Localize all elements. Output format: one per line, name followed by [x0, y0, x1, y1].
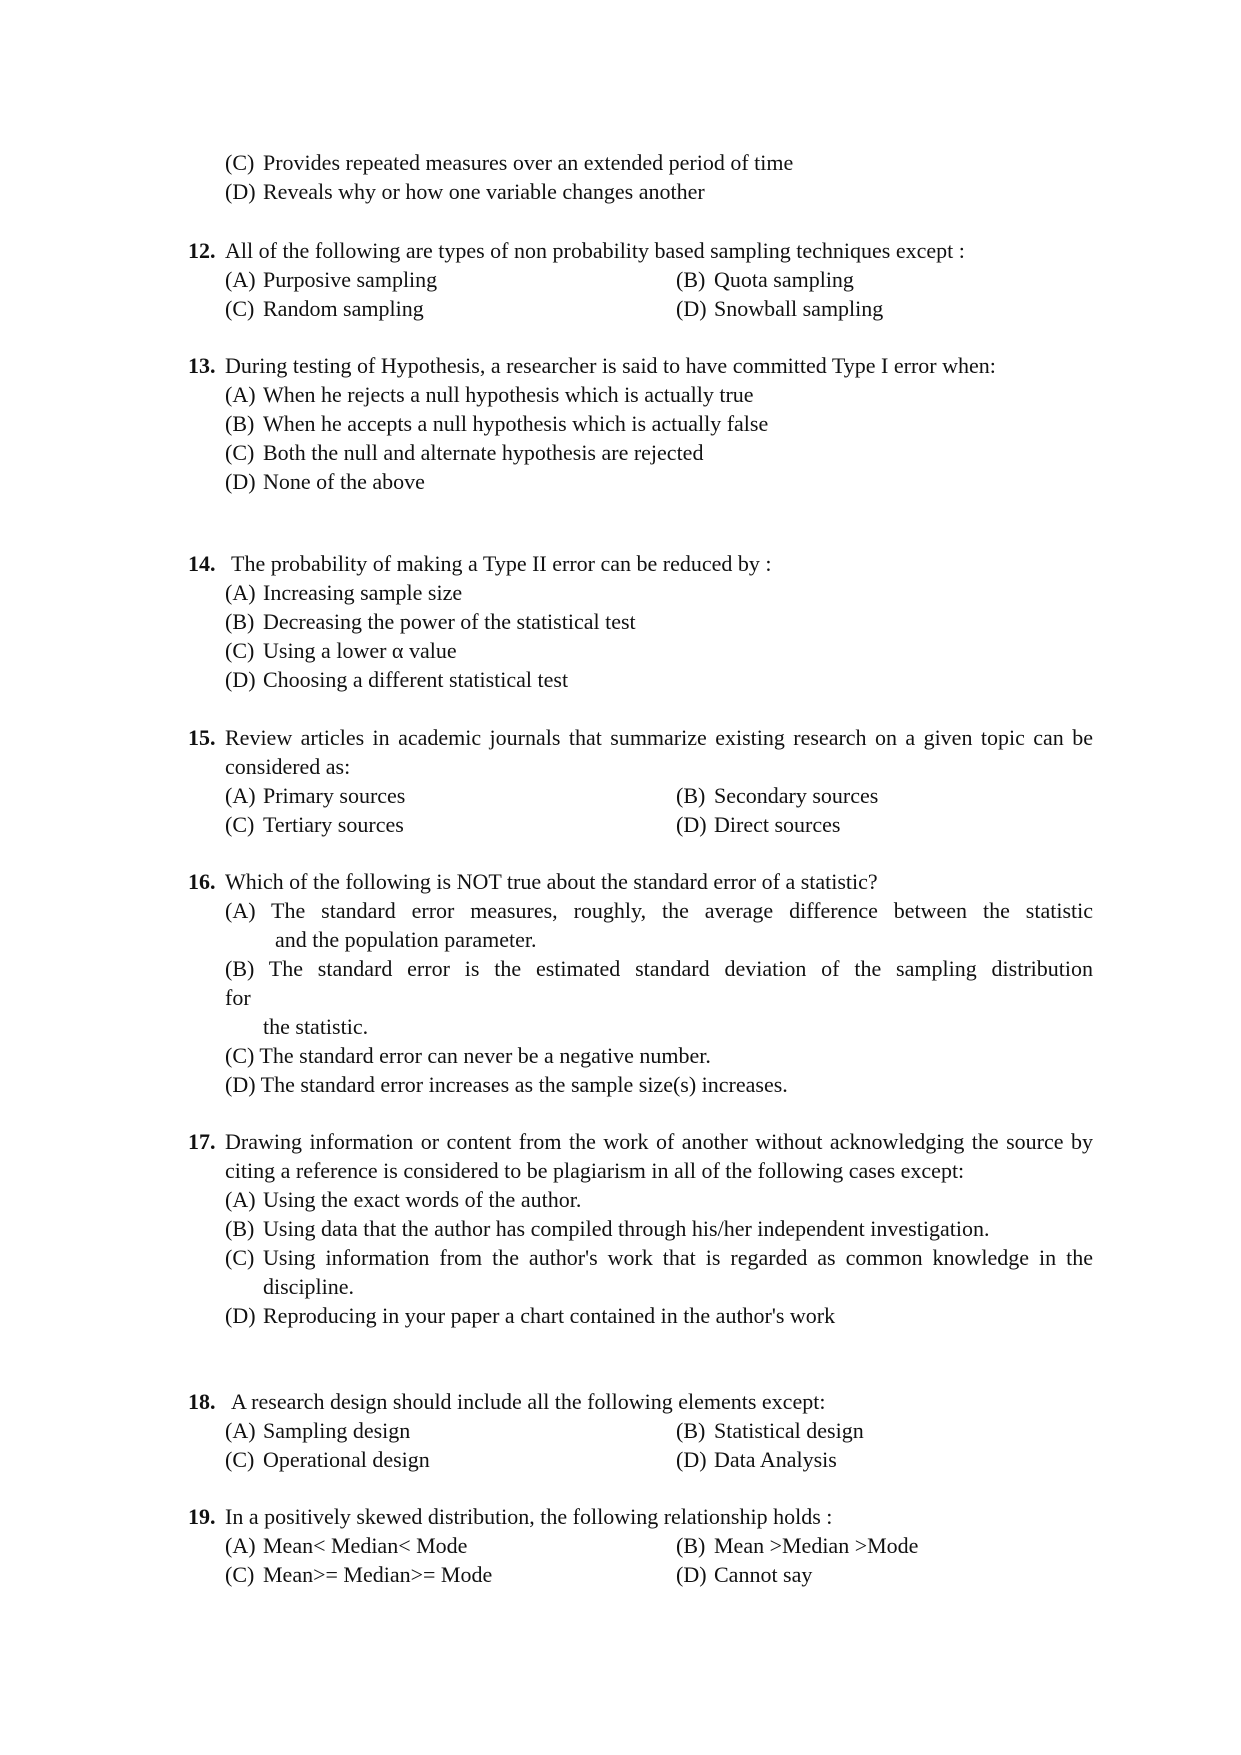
option-d: [225, 1301, 1093, 1330]
option-letter: (B): [676, 267, 706, 292]
option-letter: (D): [676, 1447, 707, 1472]
question-14: [188, 549, 1093, 694]
option-text: Both the null and alternate hypothesis are rejected: [263, 440, 704, 465]
option-letter: (D): [676, 812, 707, 837]
option-letter: (D): [225, 667, 256, 692]
option-letter: (B): [676, 1418, 706, 1443]
option-c: [225, 1445, 676, 1474]
question-text: The probability of making a Type II error can be reduced by :: [231, 551, 772, 576]
option-letter: (B): [676, 783, 706, 808]
option-a-line-2: and the population parameter.: [275, 927, 537, 952]
options-grid: [225, 265, 1093, 323]
option-text: When he rejects a null hypothesis which is actually true: [263, 382, 754, 407]
question-17: [188, 1127, 1093, 1330]
option-text: Secondary sources: [714, 783, 879, 808]
option-letter: (A): [225, 382, 256, 407]
option-c: [225, 810, 676, 839]
option-text: Mean>= Median>= Mode: [263, 1562, 493, 1587]
option-a: [225, 578, 1093, 607]
option-c: [225, 294, 676, 323]
option-text: Direct sources: [714, 812, 841, 837]
option-text: Decreasing the power of the statistical test: [263, 609, 636, 634]
option-letter: (A): [225, 267, 256, 292]
option-letter: (D): [676, 296, 707, 321]
option-letter: (D): [225, 1303, 256, 1328]
option-text: Mean< Median< Mode: [263, 1533, 468, 1558]
option-letter: (B): [225, 1216, 255, 1241]
option-letter: (C): [225, 150, 255, 175]
option-text: Using a lower α value: [263, 638, 457, 663]
option-letter: (D): [225, 179, 256, 204]
option-a: [225, 380, 1093, 409]
option-text: Reveals why or how one variable changes another: [263, 179, 705, 204]
option-letter: (C): [225, 1562, 255, 1587]
option-c: [225, 1243, 1093, 1301]
question-number: 13.: [188, 353, 216, 378]
question-text: In a positively skewed distribution, the following relationship holds :: [225, 1504, 833, 1529]
option-letter: (A): [225, 783, 256, 808]
options-grid: [225, 1531, 1093, 1589]
question-text: Drawing information or content from the work of another without acknowledging the source by citing a reference is considered to be plagiarism in all of the following cases except:: [225, 1129, 1093, 1183]
option-letter: (C): [225, 1245, 255, 1270]
question-16: [188, 867, 1093, 1099]
option-text: Primary sources: [263, 783, 406, 808]
option-letter: (C): [225, 296, 255, 321]
option-text: Snowball sampling: [714, 296, 884, 321]
option-text: Increasing sample size: [263, 580, 463, 605]
option-d: [676, 810, 1093, 839]
option-d: [676, 294, 1093, 323]
option-text: Cannot say: [714, 1562, 813, 1587]
options-list: [225, 148, 1093, 206]
option-c: [225, 438, 1093, 467]
question-text: Which of the following is NOT true about the standard error of a statistic?: [225, 869, 878, 894]
option-letter: (B): [676, 1533, 706, 1558]
option-b: [676, 781, 1093, 810]
option-d: [676, 1445, 1093, 1474]
option-a: [225, 265, 676, 294]
question-13: [188, 351, 1093, 496]
option-d: [676, 1560, 1093, 1589]
option-text: None of the above: [263, 469, 425, 494]
option-letter: (C): [225, 440, 255, 465]
option-letter: (D): [225, 469, 256, 494]
option-c: (C) The standard error can never be a negative number.: [225, 1043, 711, 1068]
option-text: Random sampling: [263, 296, 424, 321]
option-letter: (A): [225, 1533, 256, 1558]
option-text: Reproducing in your paper a chart contained in the author's work: [263, 1303, 836, 1328]
option-a: [225, 1185, 1093, 1214]
option-a: [225, 781, 676, 810]
question-12: [188, 236, 1093, 323]
question-number: 19.: [188, 1504, 216, 1529]
options-list: [225, 380, 1093, 496]
option-text: Purposive sampling: [263, 267, 438, 292]
option-letter: (C): [225, 1447, 255, 1472]
option-text: Choosing a different statistical test: [263, 667, 569, 692]
option-text: Operational design: [263, 1447, 430, 1472]
option-text: Mean >Median >Mode: [714, 1533, 919, 1558]
question-number: 14.: [188, 551, 216, 576]
option-text: Sampling design: [263, 1418, 411, 1443]
option-text: Provides repeated measures over an extended period of time: [263, 150, 794, 175]
question-text: A research design should include all the following elements except:: [231, 1389, 826, 1414]
option-letter: (C): [225, 638, 255, 663]
option-b-line-3: the statistic.: [263, 1014, 369, 1039]
option-c: [225, 148, 1093, 177]
option-letter: (C): [225, 812, 255, 837]
option-a: [225, 1416, 676, 1445]
option-b: [225, 409, 1093, 438]
option-a: [225, 1531, 676, 1560]
option-text: When he accepts a null hypothesis which is actually false: [263, 411, 769, 436]
option-b: [225, 607, 1093, 636]
option-letter: (A): [225, 580, 256, 605]
option-b-line-1: (B) The standard error is the estimated standard deviation of the sampling distribution: [225, 956, 1093, 981]
option-letter: (A): [225, 1187, 256, 1212]
question-number: 12.: [188, 238, 216, 263]
option-d: [225, 467, 1093, 496]
option-text: Using information from the author's work that is regarded as common knowledge in the discipline.: [263, 1245, 1093, 1299]
options-grid: [225, 1416, 1093, 1474]
option-letter: (B): [225, 609, 255, 634]
option-text: Tertiary sources: [263, 812, 404, 837]
option-letter: (B): [225, 411, 255, 436]
option-b: [676, 265, 1093, 294]
option-b-line-2: for: [225, 985, 251, 1010]
option-d: [225, 665, 1093, 694]
question-19: [188, 1502, 1093, 1589]
option-d: [225, 177, 1093, 206]
option-text: Using data that the author has compiled through his/her independent investigation.: [263, 1216, 990, 1241]
option-b: [676, 1416, 1093, 1445]
question-15: [188, 723, 1093, 839]
option-a: [225, 896, 1093, 954]
question-text: Review articles in academic journals that summarize existing research on a given topic can be considered as:: [225, 725, 1093, 779]
question-number: 16.: [188, 869, 216, 894]
options-list: [225, 578, 1093, 694]
question-number: 15.: [188, 725, 216, 750]
question-11-continued: [188, 148, 1093, 206]
question-text: All of the following are types of non probability based sampling techniques except :: [225, 238, 965, 263]
option-text: Quota sampling: [714, 267, 854, 292]
option-text: Data Analysis: [714, 1447, 837, 1472]
question-text: During testing of Hypothesis, a researcher is said to have committed Type I error when:: [225, 353, 996, 378]
option-b: [225, 954, 1093, 1041]
option-a-line-1: (A) The standard error measures, roughly, the average difference between the statistic: [225, 898, 1093, 923]
option-b: [676, 1531, 1093, 1560]
option-c: [225, 1560, 676, 1589]
question-18: [188, 1387, 1093, 1474]
option-text: Statistical design: [714, 1418, 864, 1443]
option-c: [225, 636, 1093, 665]
option-text: Using the exact words of the author.: [263, 1187, 582, 1212]
option-d: (D) The standard error increases as the sample size(s) increases.: [225, 1072, 788, 1097]
option-letter: (D): [676, 1562, 707, 1587]
question-number: 17.: [188, 1129, 216, 1154]
options-grid: [225, 781, 1093, 839]
option-letter: (A): [225, 1418, 256, 1443]
options-list: [225, 1185, 1093, 1330]
question-number: 18.: [188, 1389, 216, 1414]
option-b: [225, 1214, 1093, 1243]
